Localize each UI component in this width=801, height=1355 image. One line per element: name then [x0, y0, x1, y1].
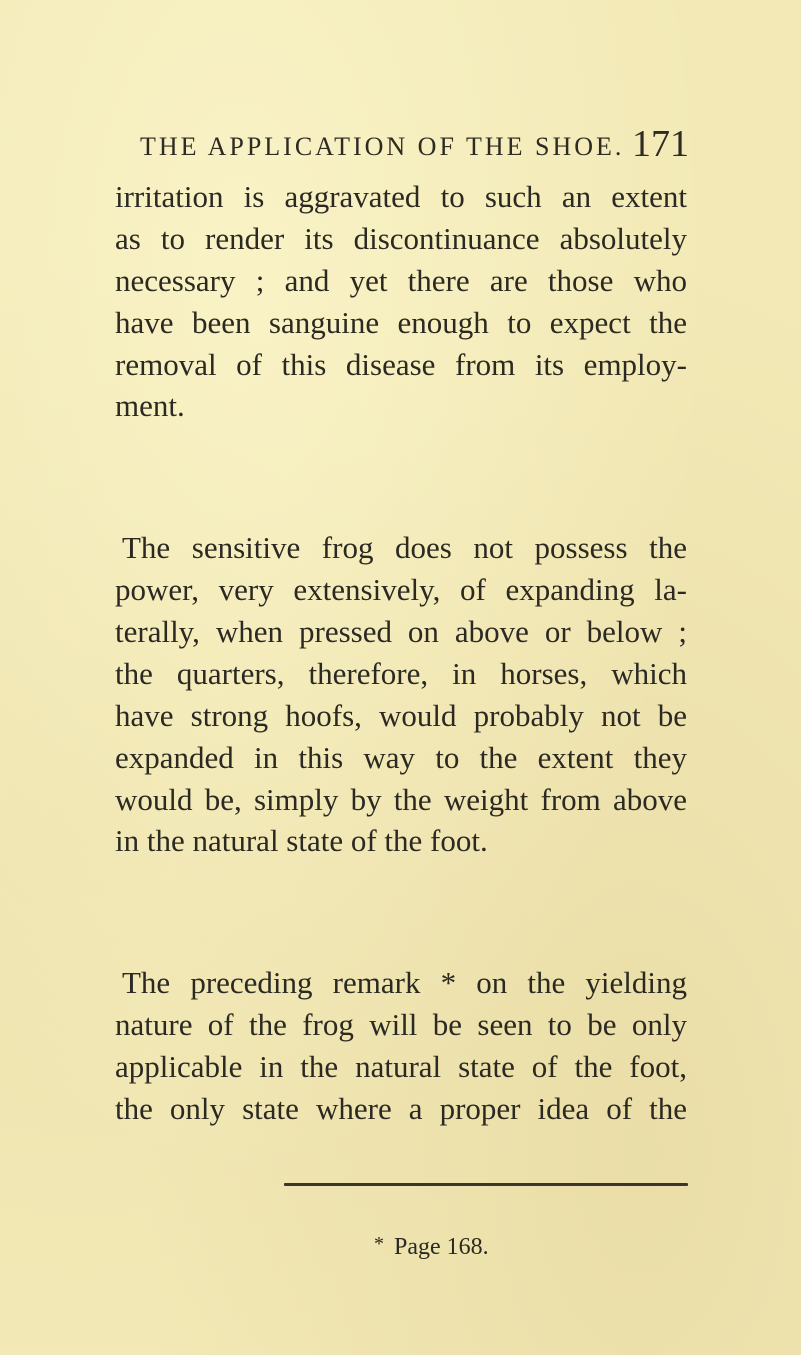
- body-line: necessary ; and yet there are those who: [115, 263, 687, 298]
- body-line: as to render its discontinuance absolutely: [115, 221, 687, 256]
- body-line: ment.: [115, 388, 185, 423]
- running-head-title: THE APPLICATION OF THE SHOE.: [140, 132, 625, 161]
- body-line: terally, when pressed on above or below ;: [115, 614, 687, 649]
- body-line: removal of this disease from its employ-: [115, 347, 687, 382]
- body-line: have been sanguine enough to expect the: [115, 305, 687, 340]
- body-line: irritation is aggravated to such an extent: [115, 179, 687, 214]
- body-line: the only state where a proper idea of the: [115, 1091, 687, 1126]
- body-line: The sensitive frog does not possess the: [122, 530, 687, 565]
- body-line: The preceding remark * on the yielding: [122, 965, 687, 1000]
- body-line: expanded in this way to the extent they: [115, 740, 687, 775]
- body-line: the quarters, therefore, in horses, which: [115, 656, 687, 691]
- body-line: applicable in the natural state of the foot,: [115, 1049, 687, 1084]
- page-number: 171: [632, 123, 689, 165]
- body-line: have strong hoofs, would probably not be: [115, 698, 687, 733]
- footnote-text: Page 168.: [394, 1234, 489, 1260]
- running-head: [0, 120, 801, 170]
- body-line: in the natural state of the foot.: [115, 823, 488, 858]
- body-line: power, very extensively, of expanding la-: [115, 572, 687, 607]
- body-line: nature of the frog will be seen to be only: [115, 1007, 687, 1042]
- footnote-rule: [284, 1183, 688, 1186]
- footnote-marker: *: [374, 1233, 384, 1255]
- body-line: would be, simply by the weight from above: [115, 782, 687, 817]
- footnote: [374, 1229, 489, 1262]
